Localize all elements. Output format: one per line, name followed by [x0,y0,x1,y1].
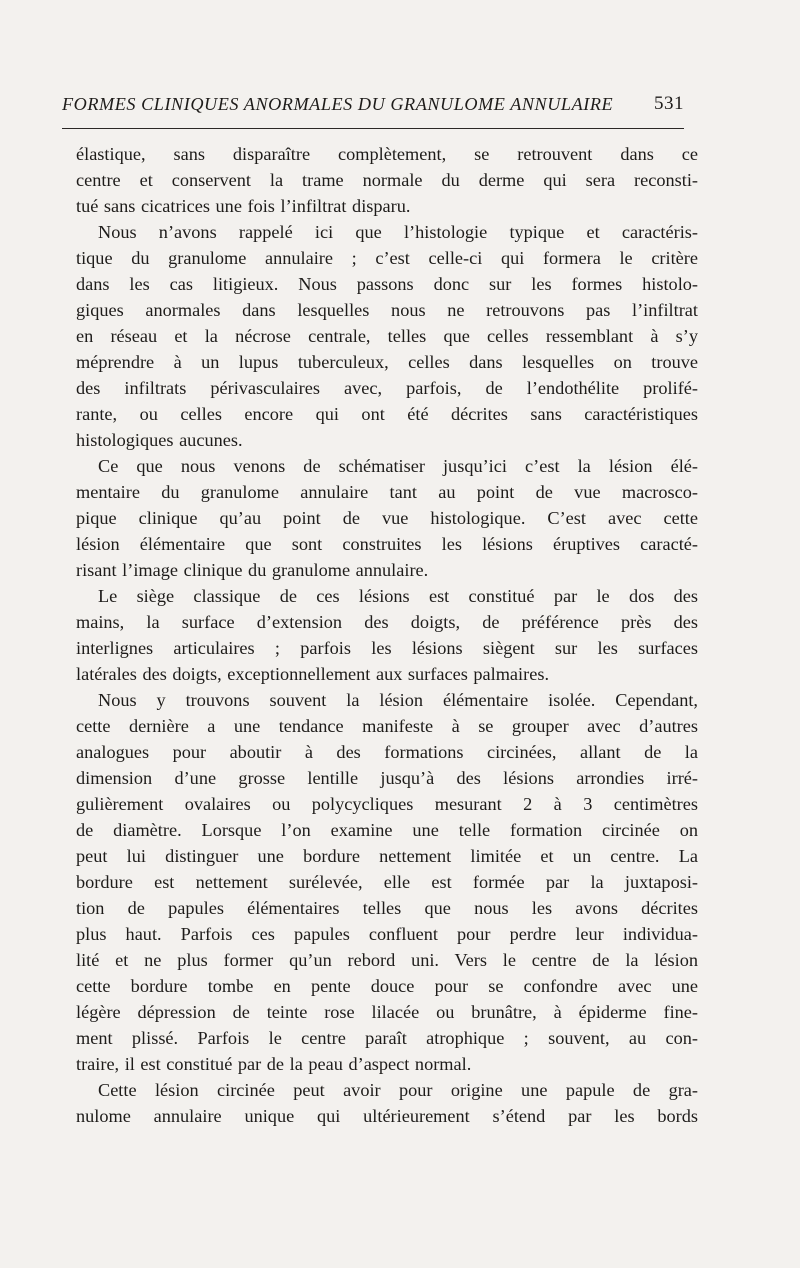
text-line: en réseau et la nécrose centrale, telles que celles ressemblant à s’y [76,326,698,346]
text-line: tué sans cicatrices une fois l’infiltrat disparu. [76,196,411,216]
text-line: Nous y trouvons souvent la lésion élémentaire isolée. Cependant, [98,690,698,710]
text-line: des infiltrats périvasculaires avec, parfois, de l’endothélite prolifé- [76,378,698,398]
text-line: élastique, sans disparaître complètement, se retrouvent dans ce [76,144,698,164]
text-line: Ce que nous venons de schématiser jusqu’ici c’est la lésion élé- [98,456,698,476]
text-line: analogues pour aboutir à des formations circinées, allant de la [76,742,698,762]
page-number: 531 [654,93,684,114]
text-line: cette dernière a une tendance manifeste à se grouper avec d’autres [76,716,698,736]
header-rule [62,128,684,129]
text-line: légère dépression de teinte rose lilacée ou brunâtre, à épiderme fine- [76,1002,698,1022]
text-line: gulièrement ovalaires ou polycycliques mesurant 2 à 3 centimètres [76,794,698,814]
text-line: giques anormales dans lesquelles nous ne retrouvons pas l’infiltrat [76,300,698,320]
text-line: traire, il est constitué par de la peau d’aspect normal. [76,1054,472,1074]
text-line: dimension d’une grosse lentille jusqu’à des lésions arrondies irré- [76,768,698,788]
running-title: FORMES CLINIQUES ANORMALES DU GRANULOME ANNULAIRE [62,94,614,114]
text-line: centre et conservent la trame normale du derme qui sera reconsti- [76,170,698,190]
text-line: cette bordure tombe en pente douce pour se confondre avec une [76,976,698,996]
text-line: histologiques aucunes. [76,430,243,450]
text-line: plus haut. Parfois ces papules confluent pour perdre leur individua- [76,924,698,944]
text-line: lésion élémentaire que sont construites les lésions éruptives caracté- [76,534,698,554]
text-line: ment plissé. Parfois le centre paraît atrophique ; souvent, au con- [76,1028,698,1048]
text-line: de diamètre. Lorsque l’on examine une telle formation circinée on [76,820,698,840]
text-line: Nous n’avons rappelé ici que l’histologie typique et caractéris- [98,222,698,242]
text-line: peut lui distinguer une bordure nettement limitée et un centre. La [76,846,698,866]
text-line: dans les cas litigieux. Nous passons donc sur les formes histolo- [76,274,698,294]
text-line: risant l’image clinique du granulome annulaire. [76,560,429,580]
text-line: lité et ne plus former qu’un rebord uni. Vers le centre de la lésion [76,950,698,970]
body-text [76,141,698,1129]
text-line: nulome annulaire unique qui ultérieurement s’étend par les bords [76,1106,698,1126]
text-line: Cette lésion circinée peut avoir pour origine une papule de gra- [98,1080,698,1100]
text-line: pique clinique qu’au point de vue histologique. C’est avec cette [76,508,698,528]
text-line: interlignes articulaires ; parfois les lésions siègent sur les surfaces [76,638,698,658]
text-line: tion de papules élémentaires telles que nous les avons décrites [76,898,698,918]
text-line: méprendre à un lupus tuberculeux, celles dans lesquelles on trouve [76,352,698,372]
text-line: Le siège classique de ces lésions est constitué par le dos des [98,586,698,606]
text-line: latérales des doigts, exceptionnellement aux surfaces palmaires. [76,664,550,684]
text-line: mains, la surface d’extension des doigts, de préférence près des [76,612,698,632]
text-line: mentaire du granulome annulaire tant au point de vue macrosco- [76,482,698,502]
running-head [62,92,684,122]
text-line: rante, ou celles encore qui ont été décrites sans caractéristiques [76,404,698,424]
text-line: tique du granulome annulaire ; c’est celle-ci qui formera le critère [76,248,698,268]
text-line: bordure est nettement surélevée, elle est formée par la juxtaposi- [76,872,698,892]
